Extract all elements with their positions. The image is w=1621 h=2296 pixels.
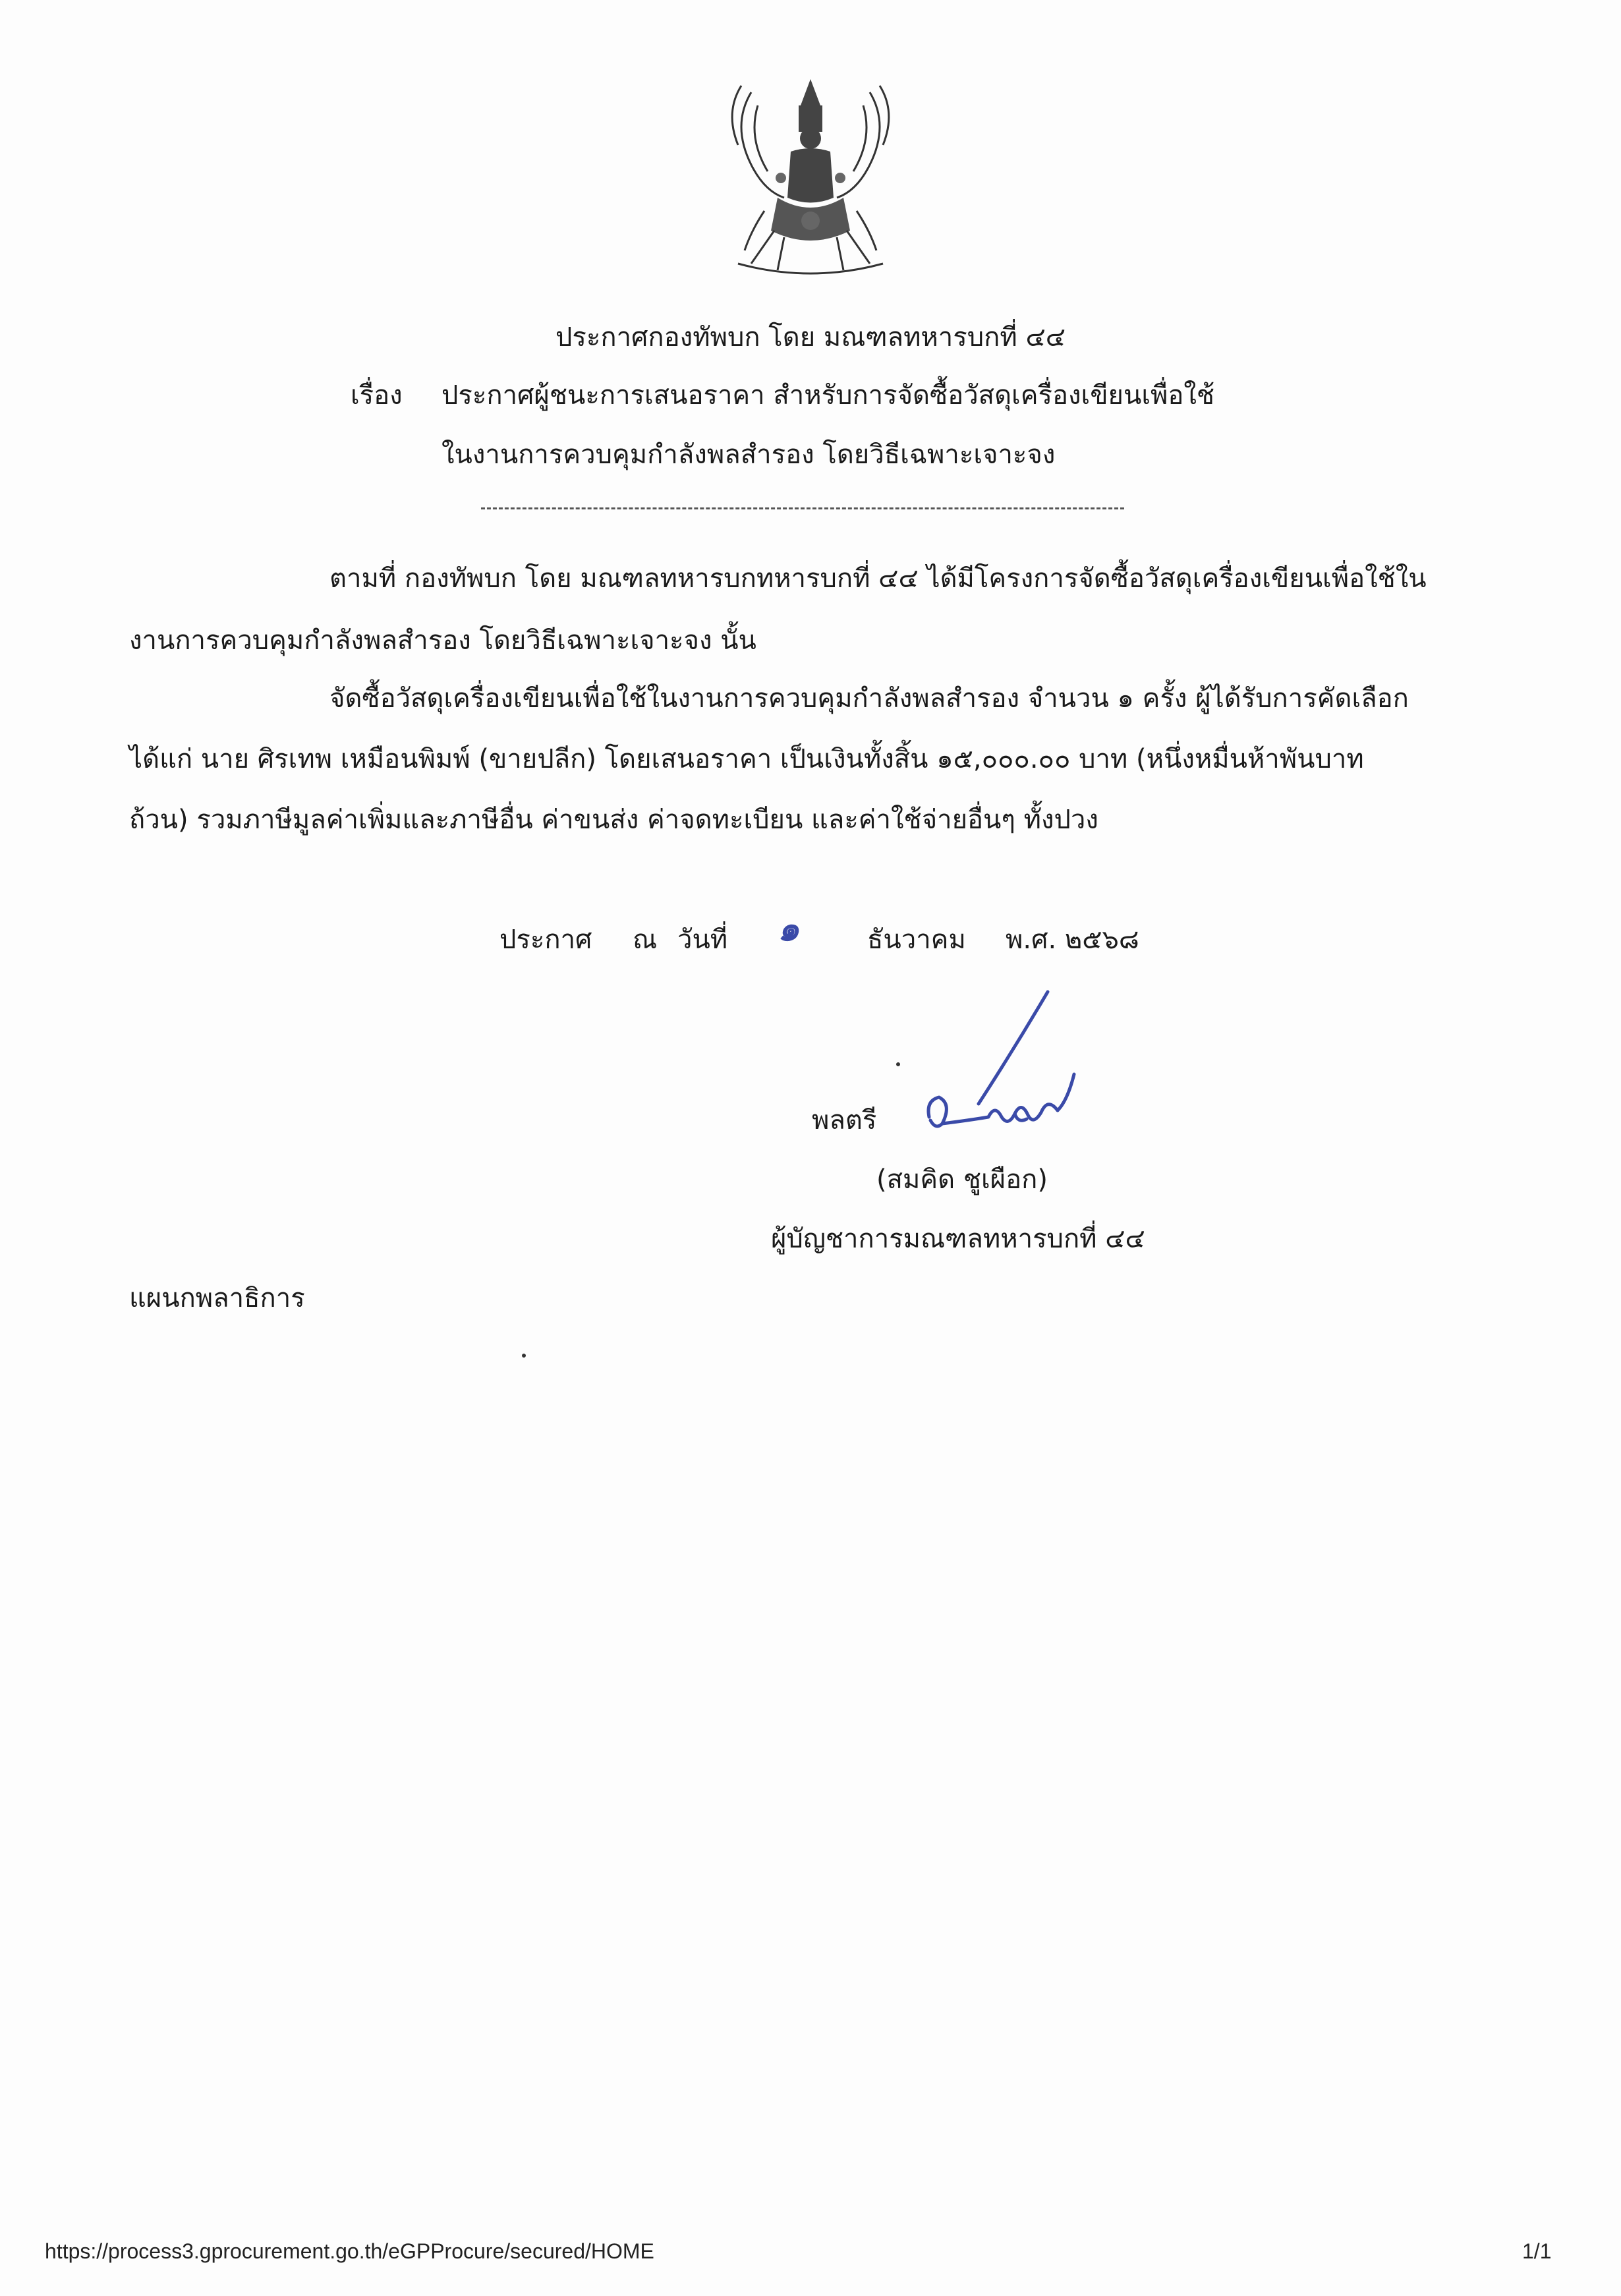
- ink-speck: [522, 1354, 526, 1358]
- subject-line-1: ประกาศผู้ชนะการเสนอราคา สำหรับการจัดซื้อวัสดุเครื่องเขียนเพื่อใช้: [441, 380, 1215, 411]
- signer-name: (สมคิด ชูเผือก): [876, 1164, 1048, 1195]
- paragraph-1-line-2: งานการควบคุมกำลังพลสำรอง โดยวิธีเฉพาะเจาะจง นั้น: [129, 625, 756, 656]
- subject-label: เรื่อง: [351, 380, 403, 411]
- garuda-emblem-icon: [712, 66, 909, 283]
- date-day-handwritten: ๑: [778, 909, 800, 949]
- date-label: ประกาศ: [499, 925, 592, 955]
- ink-speck: [896, 1062, 900, 1066]
- handwritten-signature-icon: [916, 989, 1087, 1153]
- paragraph-2-line-1: จัดซื้อวัสดุเครื่องเขียนเพื่อใช้ในงานการควบคุมกำลังพลสำรอง จำนวน ๑ ครั้ง ผู้ได้รับการคัดเลือก: [329, 683, 1409, 714]
- date-year: พ.ศ. ๒๕๖๘: [1006, 925, 1139, 955]
- signer-title: ผู้บัญชาการมณฑลทหารบกที่ ๔๔: [771, 1224, 1145, 1254]
- announcement-heading: ประกาศกองทัพบก โดย มณฑลทหารบกที่ ๔๔: [555, 322, 1066, 353]
- date-day-label: วันที่: [677, 925, 728, 955]
- dashed-divider: [481, 507, 1124, 509]
- date-month: ธันวาคม: [867, 925, 966, 955]
- signer-rank: พลตรี: [812, 1105, 877, 1135]
- office-name: แผนกพลาธิการ: [129, 1283, 305, 1313]
- footer-url: https://process3.gprocurement.go.th/eGPProcure/secured/HOME: [45, 2239, 654, 2263]
- footer-page-number: 1/1: [1522, 2239, 1552, 2263]
- paragraph-1-line-1: ตามที่ กองทัพบก โดย มณฑลทหารบกทหารบกที่ ๔๔ ได้มีโครงการจัดซื้อวัสดุเครื่องเขียนเพื่อใช้ใน: [329, 563, 1427, 594]
- subject-line-2: ในงานการควบคุมกำลังพลสำรอง โดยวิธีเฉพาะเจาะจง: [441, 440, 1056, 470]
- paragraph-2-line-3: ถ้วน) รวมภาษีมูลค่าเพิ่มและภาษีอื่น ค่าขนส่ง ค่าจดทะเบียน และค่าใช้จ่ายอื่นๆ ทั้งปวง: [129, 805, 1098, 835]
- paragraph-2-line-2: ได้แก่ นาย ศิรเทพ เหมือนพิมพ์ (ขายปลีก) โดยเสนอราคา เป็นเงินทั้งสิ้น ๑๕,๐๐๐.๐๐ บาท (หนึ่งหมื่นห้าพันบาท: [129, 744, 1364, 774]
- date-at: ณ: [633, 925, 658, 955]
